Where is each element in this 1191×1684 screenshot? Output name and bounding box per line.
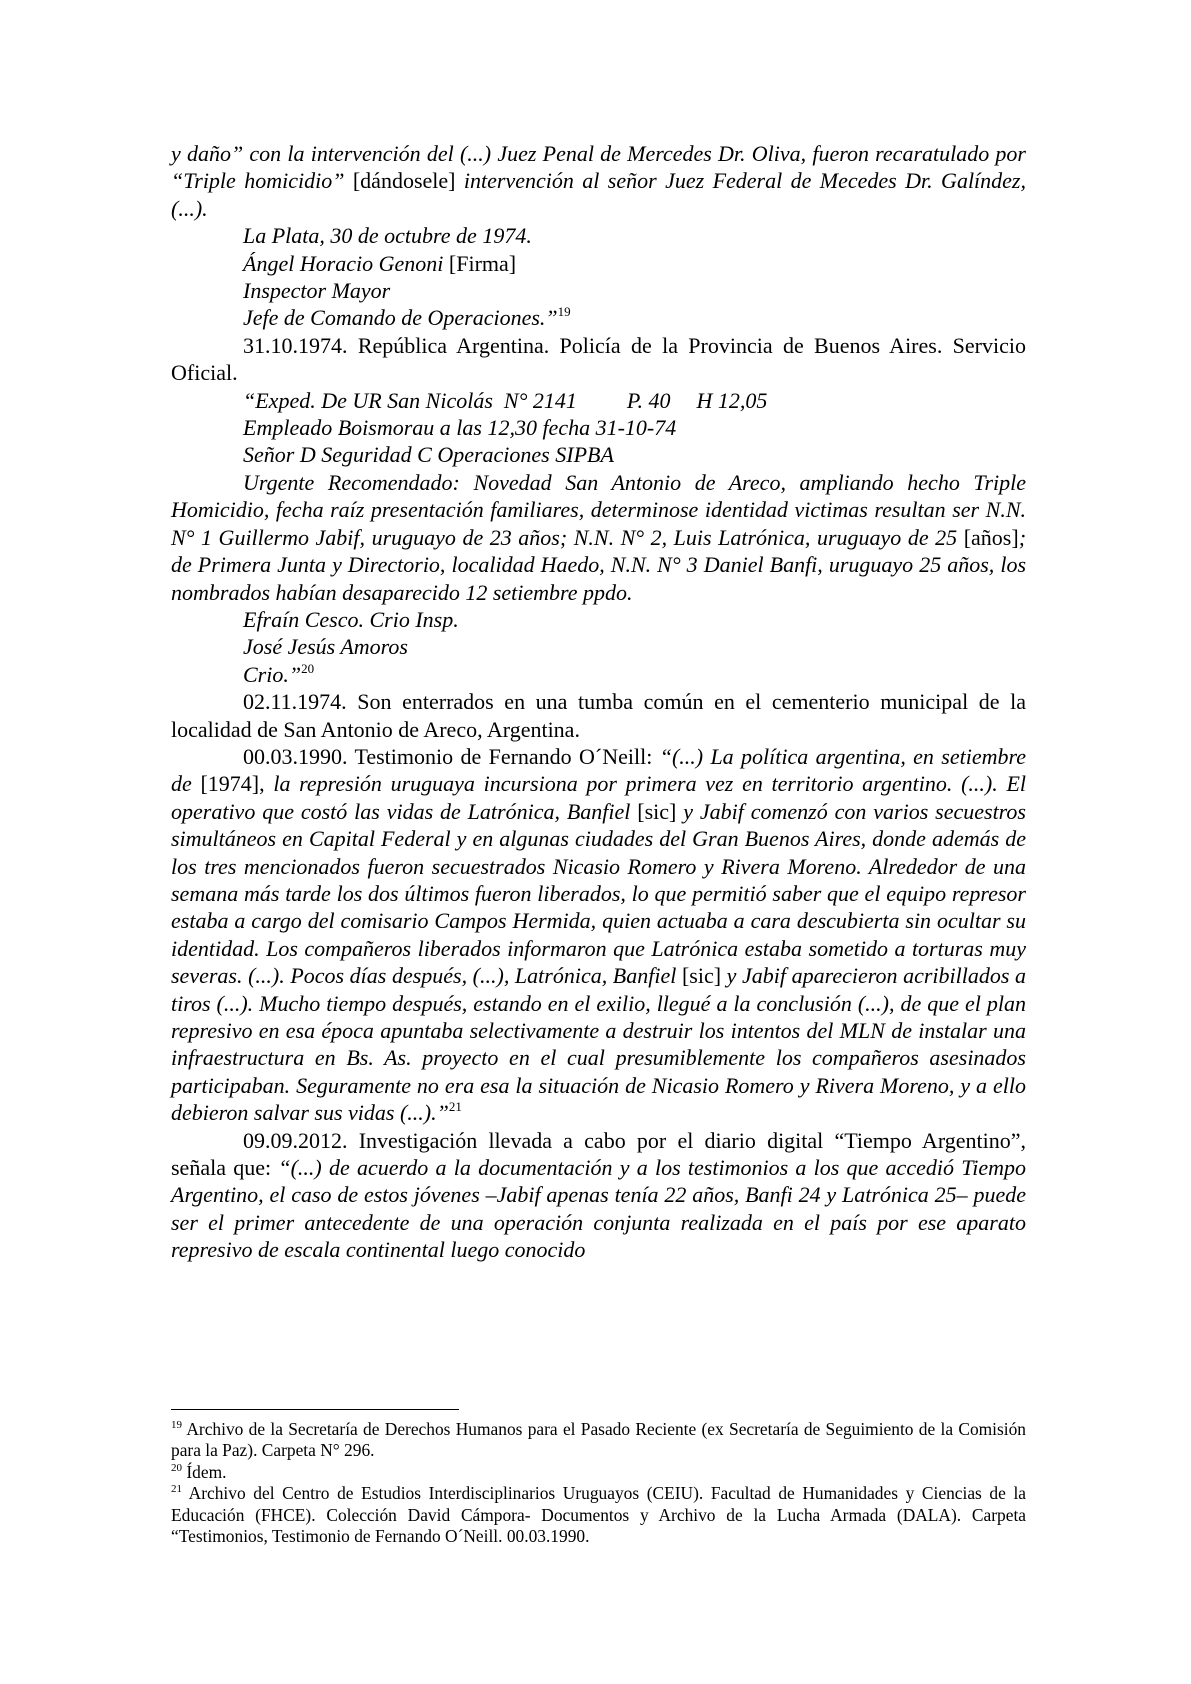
paragraph-telex-intro: 31.10.1974. República Argentina. Policía de la Provincia de Buenos Aires. Servicio Oficial. xyxy=(171,332,1026,386)
paragraph-testimony: 00.03.1990. Testimonio de Fernando O´Neill: “(...) La política argentina, en setiembre de [1974], la represión uruguaya incursiona por primera vez en territorio argentino. (...). El operativo que costó las vidas de Latrónica, Banfiel [sic] y Jabif comenzó con varios secuestros simultáneos en Capital Federal y en algunas ciudades del Gran Buenos Aires, donde además de los tres mencionados fueron secuestrados Nicasio Romero y Rivera Moreno. Alrededor de una semana más tarde los dos últimos fueron liberados, lo que permitió saber que el equipo represor estaba a cargo del comisario Campos Hermida, quien actuaba a cara descubierta sin ocultar su identidad. Los compañeros liberados informaron que Latrónica estaba sometido a torturas muy severas. (...). Pocos días después, (...), Latrónica, Banfiel [sic] y Jabif aparecieron acribillados a tiros (...). Mucho tiempo después, estando en el exilio, llegué a la conclusión (...), de que el plan represivo en esa época apuntaba selectivamente a destruir los intentos del MLN de instalar una infraestructura en Bs. As. proyecto en el cual presumiblemente los compañeros asesinados participaban. Seguramente no era esa la situación de Nicasio Romero y Rivera Moreno, y a ello debieron salvar sus vidas (...).”$^{21}$ xyxy=(171,743,1027,1126)
paragraph-burial: 02.11.1974. Son enterrados en una tumba común en el cementerio municipal de la localidad de San Antonio de Areco, Argentina. xyxy=(171,689,1026,742)
telex-signature-1: Efraín Cesco. Crio Insp. xyxy=(243,606,459,632)
paragraph-report-end xyxy=(171,140,1026,222)
telex-recipient-line: Señor D Seguridad C Operaciones SIPBA xyxy=(243,442,614,468)
footnote-20: $^{20}$ Ídem. xyxy=(171,1461,227,1482)
telex-signature-2: José Jesús Amoros xyxy=(243,634,408,660)
footnote-19: $^{19}$ Archivo de la Secretaría de Derechos Humanos para el Pasado Reciente (ex Secretaría de Seguimiento de la Comisión para la Paz). Carpeta N° 296. xyxy=(171,1419,1027,1461)
signature-date: La Plata, 30 de octubre de 1974. xyxy=(243,223,532,249)
editorial-insert: [años] xyxy=(963,524,1019,550)
telex-message: Urgente Recomendado: Novedad San Antonio de Areco, ampliando hecho Triple Homicidio, fecha raíz presentación familiares, determinose identidad victimas resultan ser N.N. N° 1 Guillermo Jabif, uruguayo de 23 años; N.N. N° 2, Luis Latrónica, uruguayo de 25 [años]; de Primera Junta y Directorio, localidad Haedo, N.N. N° 3 Daniel Banfi, uruguayo 25 años, los nombrados habían desaparecido 12 setiembre ppdo. xyxy=(171,469,1027,605)
paragraph-investigation: 09.09.2012. Investigación llevada a cabo por el diario digital “Tiempo Argentino”, señala que: “(...) de acuerdo a la documentación y a los testimonios a los que accedió Tiempo Argentino, el caso de estos jóvenes –Jabif apenas tenía 22 años, Banfi 24 y Latrónica 25– puede ser el primer antecedente de una operación conjunta realizada en el país por ese aparato represivo de escala continental luego conocido xyxy=(171,1127,1026,1263)
signature-name: Ángel Horacio Genoni [Firma] xyxy=(243,250,517,276)
editorial-insert: [dándosele] xyxy=(352,168,456,194)
signature-role: Jefe de Comando de Operaciones.”$^{19}$ xyxy=(243,304,571,331)
footnote-ref-19: 19 xyxy=(557,304,571,320)
footnote-21: $^{21}$ Archivo del Centro de Estudios Interdisciplinarios Uruguayos (CEIU). Facultad de Humanidades y Ciencias de la Educación (FHCE). Colección David Cámpora- Documentos y Archivo de la Lucha Armada (DALA). Carpeta “Testimonios, Testimonio de Fernando O´Neill. 00.03.1990. xyxy=(171,1483,1026,1547)
footnote-ref-20: 20 xyxy=(301,660,315,676)
signature-rank: Inspector Mayor xyxy=(243,278,391,304)
telex-employee-line: Empleado Boismorau a las 12,30 fecha 31-10-74 xyxy=(243,415,677,441)
footnote-ref-21: 21 xyxy=(448,1099,462,1115)
footnote-separator xyxy=(171,1409,459,1410)
footnotes xyxy=(171,1409,1026,1547)
firma-note: [Firma] xyxy=(448,250,517,276)
quote-text: y daño” con la intervención del (...) Juez Penal de Mercedes Dr. Oliva, fueron recaratulado por “Triple homicidio” xyxy=(171,141,1026,194)
telex-signature-3: Crio.”$^{20}$ xyxy=(243,660,315,687)
document-body xyxy=(171,140,1026,1264)
telex-header: “Exped. De UR San Nicolás N° 2141 P. 40 H 12,05 xyxy=(243,387,768,413)
quote-text: intervención al señor Juez Federal de Mecedes Dr. Galíndez, (...). xyxy=(171,168,1026,221)
